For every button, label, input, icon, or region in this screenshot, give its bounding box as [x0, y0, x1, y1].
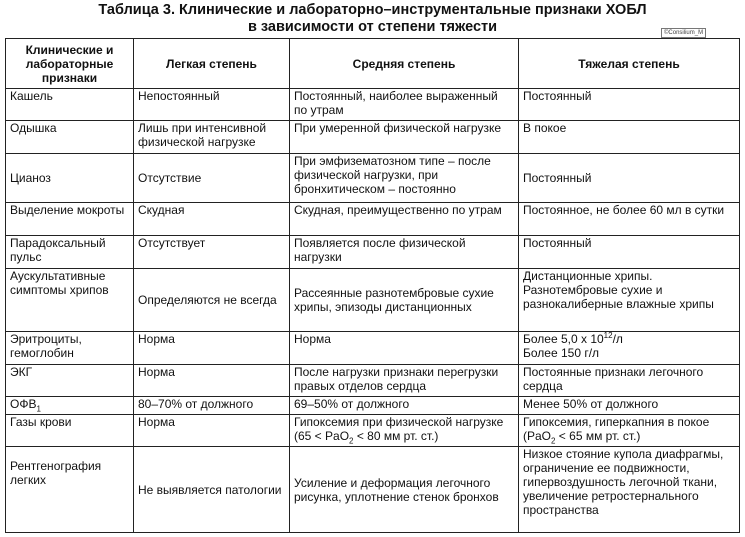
cell-severe: Дистанционные хрипы. Разнотембровые сухие и разнокалиберные влажные хрипы: [519, 268, 740, 332]
cell-mild: Лишь при интенсивной физической нагрузке: [134, 121, 290, 153]
header-moderate: Средняя степень: [290, 39, 519, 89]
cell-sign: Эритроциты, гемоглобин: [6, 332, 134, 364]
cell-severe: В покое: [519, 121, 740, 153]
cell-moderate: После нагрузки признаки перегрузки правых отделов сердца: [290, 364, 519, 396]
cell-severe: Постоянный: [519, 153, 740, 202]
cell-sign: $ОФВ_1$: [6, 397, 134, 415]
table-row: [6, 236, 740, 268]
table-row: [6, 447, 740, 533]
cell-severe: Постоянное, не более 60 мл в сутки: [519, 202, 740, 235]
cell-moderate: Усиление и деформация легочного рисунка, уплотнение стенок бронхов: [290, 447, 519, 533]
cell-moderate: При умеренной физической нагрузке: [290, 121, 519, 153]
cell-mild: Скудная: [134, 202, 290, 235]
cell-severe: Менее 50% от должного: [519, 397, 740, 415]
cell-mild: Отсутствие: [134, 153, 290, 202]
table-row: [6, 121, 740, 153]
table-row: [6, 89, 740, 121]
table-row: [6, 153, 740, 202]
cell-moderate: Постоянный, наиболее выраженный по утрам: [290, 89, 519, 121]
cell-moderate: 69–50% от должного: [290, 397, 519, 415]
cell-moderate: Скудная, преимущественно по утрам: [290, 202, 519, 235]
cell-sign: Рентгенография легких: [6, 447, 134, 533]
cell-moderate: Норма: [290, 332, 519, 364]
header-signs: Клинические и лабораторные признаки: [6, 39, 134, 89]
cell-sign: ЭКГ: [6, 364, 134, 396]
copyright-watermark: ©Consilium_M: [661, 28, 706, 38]
erythrocytes-value: Более 5,0 х $10^{12}/л$: [523, 331, 623, 347]
table-title-line1: Таблица 3. Клинические и лабораторно–инструментальные признаки ХОБЛ: [98, 2, 647, 18]
header-row: [6, 39, 740, 89]
cell-sign: Одышка: [6, 121, 134, 153]
hemoglobin-value: Более 150 г/л: [523, 346, 600, 361]
cell-moderate: Появляется после физической нагрузки: [290, 236, 519, 268]
table-title: [0, 2, 745, 36]
cell-mild: Определяются не всегда: [134, 268, 290, 332]
cell-sign: Аускультативные симптомы хрипов: [6, 268, 134, 332]
table-row: [6, 364, 740, 396]
cell-mild: Норма: [134, 414, 290, 446]
table-row: [6, 414, 740, 446]
table-row: [6, 202, 740, 235]
table-row: [6, 397, 740, 415]
cell-severe: Гипоксемия, гиперкапния в покое (PaO$_2$ < 65 мм рт. ст.): [519, 414, 740, 446]
cell-mild: Норма: [134, 364, 290, 396]
header-mild: Легкая степень: [134, 39, 290, 89]
cell-severe: Постоянный: [519, 89, 740, 121]
cell-mild: Не выявляется патологии: [134, 447, 290, 533]
cell-mild: 80–70% от должного: [134, 397, 290, 415]
cell-severe: Постоянные признаки легочного сердца: [519, 364, 740, 396]
cell-moderate: При эмфизематозном типе – после физической нагрузки, при бронхитическом – постоянно: [290, 153, 519, 202]
table-row: [6, 268, 740, 332]
table-row: [6, 332, 740, 364]
cell-sign: Выделение мокроты: [6, 202, 134, 235]
cell-mild: Отсутствует: [134, 236, 290, 268]
cell-sign: Цианоз: [6, 153, 134, 202]
cell-mild: Непостоянный: [134, 89, 290, 121]
cell-mild: Норма: [134, 332, 290, 364]
copd-signs-table: [5, 38, 740, 533]
cell-severe: [519, 332, 740, 364]
header-severe: Тяжелая степень: [519, 39, 740, 89]
cell-severe: Низкое стояние купола диафрагмы, ограничение ее подвижности, гипервоздушность легочной ткани, увеличение ретростернального пространства: [519, 447, 740, 533]
cell-sign: Парадоксальный пульс: [6, 236, 134, 268]
cell-severe: Постоянный: [519, 236, 740, 268]
table-title-line2: в зависимости от степени тяжести: [247, 19, 498, 35]
cell-sign: Кашель: [6, 89, 134, 121]
cell-sign: Газы крови: [6, 414, 134, 446]
cell-moderate: Рассеянные разнотембровые сухие хрипы, эпизоды дистанционных: [290, 268, 519, 332]
cell-moderate: Гипоксемия при физической нагрузке (65 < PaO$_2$ < 80 мм рт. ст.): [290, 414, 519, 446]
